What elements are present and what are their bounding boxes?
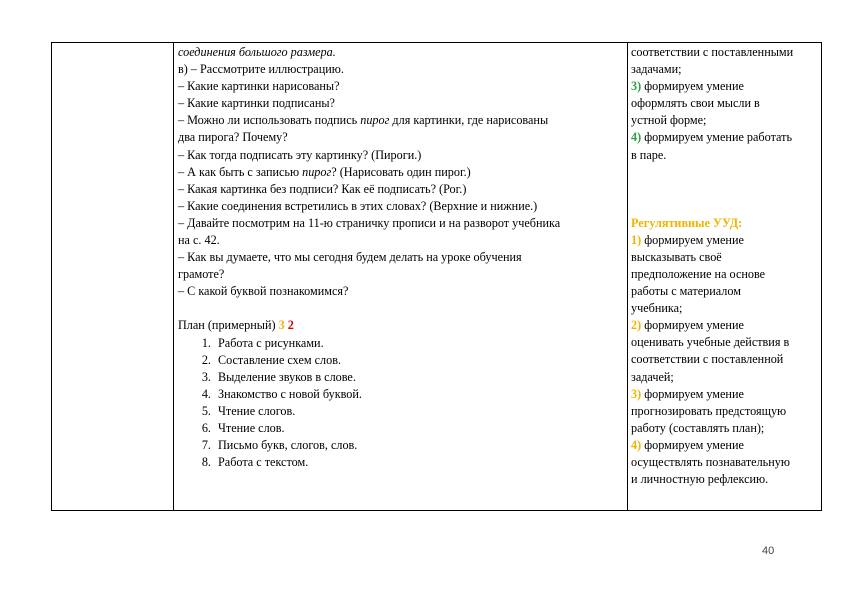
text-line: [631, 386, 817, 403]
text-line: соответствии с поставленными: [631, 45, 794, 59]
text-line: в паре.: [631, 147, 667, 162]
text-line: осуществлять познавательную: [631, 454, 790, 469]
table-cell-activities: [173, 43, 628, 510]
text-line: оценивать учебные действия в: [631, 335, 790, 350]
text-line: – С какой буквой познакомимся?: [178, 284, 349, 299]
text-line: соединения большого размера.: [178, 45, 336, 59]
plan-item: 4. Знакомство с новой буквой.: [214, 386, 618, 403]
text-line: в) – Рассмотрите иллюстрацию.: [178, 62, 344, 77]
text-line: [631, 129, 817, 146]
text-fragment: ? (Нарисовать один пирог.): [331, 164, 471, 179]
spacer: [178, 300, 618, 317]
text-line: – Какая картинка без подписи? Как её подписать? (Рог.): [178, 181, 467, 196]
text-line: [631, 232, 817, 249]
italic-word: пирог: [302, 164, 332, 179]
spacer: [631, 181, 817, 198]
plan-item: 8. Работа с текстом.: [214, 454, 618, 471]
text-line: – Какие картинки подписаны?: [178, 96, 335, 111]
text-line: – Какие соединения встретились в этих словах? (Верхние и нижние.): [178, 198, 538, 213]
plan-heading: [178, 317, 618, 334]
text-line: [631, 78, 817, 95]
table-cell-stage: [52, 43, 174, 510]
text-line: учебника;: [631, 301, 683, 316]
item-number: 3): [631, 79, 642, 94]
activities-text: [178, 44, 618, 471]
text-line: соответствии с поставленной: [631, 352, 784, 367]
text-fragment: – Можно ли использовать подпись: [178, 113, 361, 128]
text-line: грамоте?: [178, 267, 225, 282]
spacer: [631, 198, 817, 215]
text-line: и личностную рефлексию.: [631, 472, 769, 487]
item-number: 2): [631, 318, 642, 333]
text-line: прогнозировать предстоящую: [631, 403, 787, 418]
table-cell-uud: [627, 43, 821, 510]
text-line: работу (составлять план);: [631, 420, 765, 435]
plan-item: 2. Составление схем слов.: [214, 352, 618, 369]
text-line: два пирога? Почему?: [178, 130, 288, 145]
text-line: – Давайте посмотрим на 11-ю страничку прописи и на разворот учебника: [178, 215, 561, 230]
text-line: задачей;: [631, 369, 674, 384]
plan-item: 7. Письмо букв, слогов, слов.: [214, 437, 618, 454]
spacer: [631, 164, 817, 181]
text-fragment: формируем умение: [641, 386, 744, 401]
lesson-table: [51, 42, 822, 511]
page-number: 40: [762, 545, 775, 557]
regulatory-header: Регулятивные УУД:: [631, 215, 743, 230]
text-fragment: – А как быть с записью: [178, 164, 303, 179]
text-line: – Как тогда подписать эту картинку? (Пироги.): [178, 147, 422, 162]
item-number: 4): [631, 130, 642, 145]
plan-label: План (примерный): [178, 318, 279, 333]
plan-list: [178, 335, 618, 472]
text-line: устной форме;: [631, 113, 707, 128]
text-line: [631, 317, 817, 334]
text-line: высказывать своё: [631, 249, 722, 264]
italic-word: пирог: [360, 113, 390, 128]
text-fragment: формируем умение: [641, 79, 744, 94]
text-line: – Какие картинки нарисованы?: [178, 79, 340, 94]
plan-item: 6. Чтение слов.: [214, 420, 618, 437]
item-number: 4): [631, 437, 642, 452]
text-line: работы с материалом: [631, 284, 741, 299]
plan-item: 5. Чтение слогов.: [214, 403, 618, 420]
text-line: оформлять свои мысли в: [631, 96, 760, 111]
text-line: [631, 437, 817, 454]
text-line: [178, 164, 618, 181]
plan-item: 3. Выделение звуков в слове.: [214, 369, 618, 386]
text-line: задачами;: [631, 62, 682, 77]
text-line: [178, 112, 618, 129]
plan-marker-3: 3: [278, 318, 285, 333]
text-fragment: формируем умение: [641, 318, 744, 333]
text-line: предположение на основе: [631, 266, 766, 281]
plan-marker-2: 2: [287, 318, 294, 333]
text-fragment: формируем умение: [641, 232, 744, 247]
uud-text: [631, 44, 817, 488]
text-fragment: формируем умение: [641, 437, 744, 452]
text-line: – Как вы думаете, что мы сегодня будем делать на уроке обучения: [178, 250, 522, 265]
text-fragment: формируем умение работать: [641, 130, 793, 145]
item-number: 1): [631, 232, 642, 247]
text-fragment: для картинки, где нарисованы: [389, 113, 549, 128]
item-number: 3): [631, 386, 642, 401]
plan-item: 1. Работа с рисунками.: [214, 335, 618, 352]
text-line: на с. 42.: [178, 233, 220, 248]
